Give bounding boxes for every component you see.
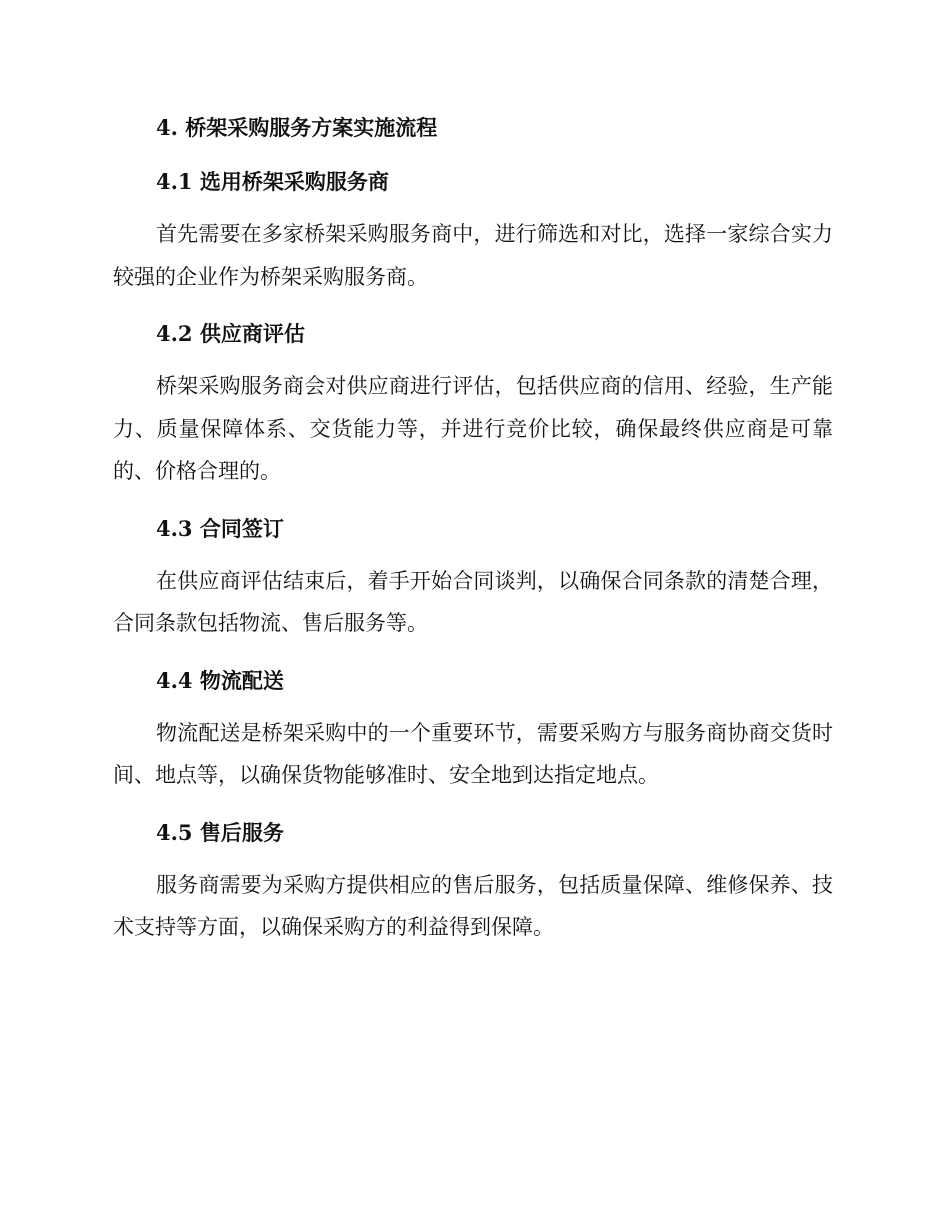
subsection-body-4-4: 物流配送是桥架采购中的一个重要环节，需要采购方与服务商协商交货时间、地点等，以确保货物能够准时、安全地到达指定地点。 <box>113 720 833 787</box>
subsection-body-4-3: 在供应商评估结束后，着手开始合同谈判，以确保合同条款的清楚合理，合同条款包括物流、售后服务等。 <box>113 568 833 635</box>
section-title: 4. 桥架采购服务方案实施流程 <box>156 115 438 140</box>
subsection-body-4-2: 桥架采购服务商会对供应商进行评估，包括供应商的信用、经验，生产能力、质量保障体系、交货能力等，并进行竞价比较，确保最终供应商是可靠的、价格合理的。 <box>113 374 833 483</box>
subsection-heading-4-4: 4.4 物流配送 <box>156 667 284 693</box>
subsection-body-4-5: 服务商需要为采购方提供相应的售后服务，包括质量保障、维修保养、技术支持等方面，以确保采购方的利益得到保障。 <box>113 872 833 939</box>
subsection-heading-4-3: 4.3 合同签订 <box>156 515 284 541</box>
subsection-heading-4-2: 4.2 供应商评估 <box>156 321 305 346</box>
subsection-heading-4-1: 4.1 选用桥架采购服务商 <box>156 169 389 194</box>
document-content <box>113 108 833 965</box>
subsection-heading-4-5: 4.5 售后服务 <box>156 819 284 845</box>
subsection-body-4-1: 首先需要在多家桥架采购服务商中，进行筛选和对比，选择一家综合实力较强的企业作为桥架采购服务商。 <box>113 222 833 289</box>
